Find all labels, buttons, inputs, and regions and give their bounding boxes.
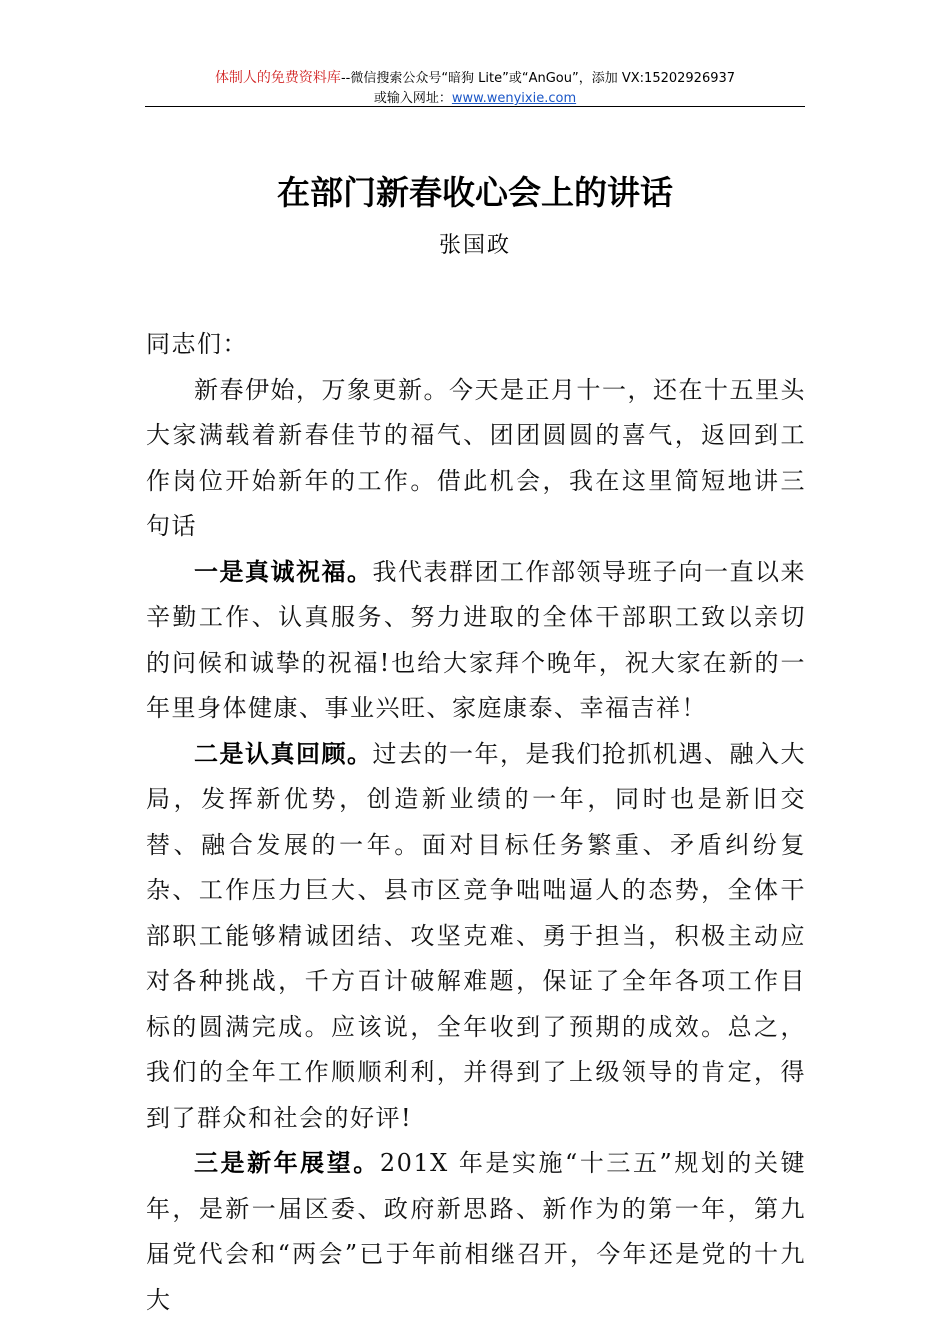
- section-lead-2: 二是认真回顾。: [194, 739, 373, 768]
- page-header: [145, 68, 805, 109]
- section-text-1: 我代表群团工作部领导班子向一直以来辛勤工作、认真服务、努力进取的全体干部职工致以亲切的问候和诚挚的祝福!也给大家拜个晚年，祝大家在新的一年里身体健康、事业兴旺、家庭康泰、幸福吉祥！: [146, 557, 806, 722]
- header-wechat-note: --微信搜索公众号“暗狗 Lite”或“AnGou”，添加 VX:15202926937: [340, 71, 736, 86]
- header-divider: [145, 106, 805, 107]
- section-text-2: 过去的一年，是我们抢抓机遇、融入大局，发挥新优势，创造新业绩的一年，同时也是新旧交替、融合发展的一年。面对目标任务繁重、矛盾纠纷复杂、工作压力巨大、县市区竞争咄咄逼人的态势，全体干部职工能够精诚团结、攻坚克难、勇于担当，积极主动应对各种挑战，千方百计破解难题，保证了全年各项工作目标的圆满完成。应该说，全年收到了预期的成效。总之，我们的全年工作顺顺利利，并得到了上级领导的肯定，得到了群众和社会的好评!: [146, 739, 806, 1132]
- header-site-prefix: 或输入网址：: [373, 91, 452, 106]
- section-paragraph-3: [146, 1141, 806, 1323]
- document-author: 张国政: [438, 233, 511, 258]
- section-lead-3: 三是新年展望。: [194, 1149, 380, 1177]
- header-brand: 体制人的免费资料库: [214, 70, 341, 86]
- document-body: [146, 322, 806, 1323]
- greeting: 同志们：: [146, 330, 248, 358]
- section-paragraph-1: [146, 550, 806, 732]
- header-site-link[interactable]: www.wenyixie.com: [451, 91, 577, 106]
- document-title: 在部门新春收心会上的讲话: [277, 173, 673, 212]
- intro-paragraph: 新春伊始，万象更新。今天是正月十一，还在十五里头大家满载着新春佳节的福气、团团圆圆的喜气，返回到工作岗位开始新年的工作。借此机会，我在这里简短地讲三句话: [146, 375, 806, 540]
- section-text-3: 201X 年是实施“十三五”规划的关键年，是新一届区委、政府新思路、新作为的第一年，第九届党代会和“两会”已于年前相继召开，今年还是党的十九大: [146, 1149, 806, 1314]
- section-paragraph-2: [146, 732, 806, 1142]
- section-lead-1: 一是真诚祝福。: [194, 557, 373, 586]
